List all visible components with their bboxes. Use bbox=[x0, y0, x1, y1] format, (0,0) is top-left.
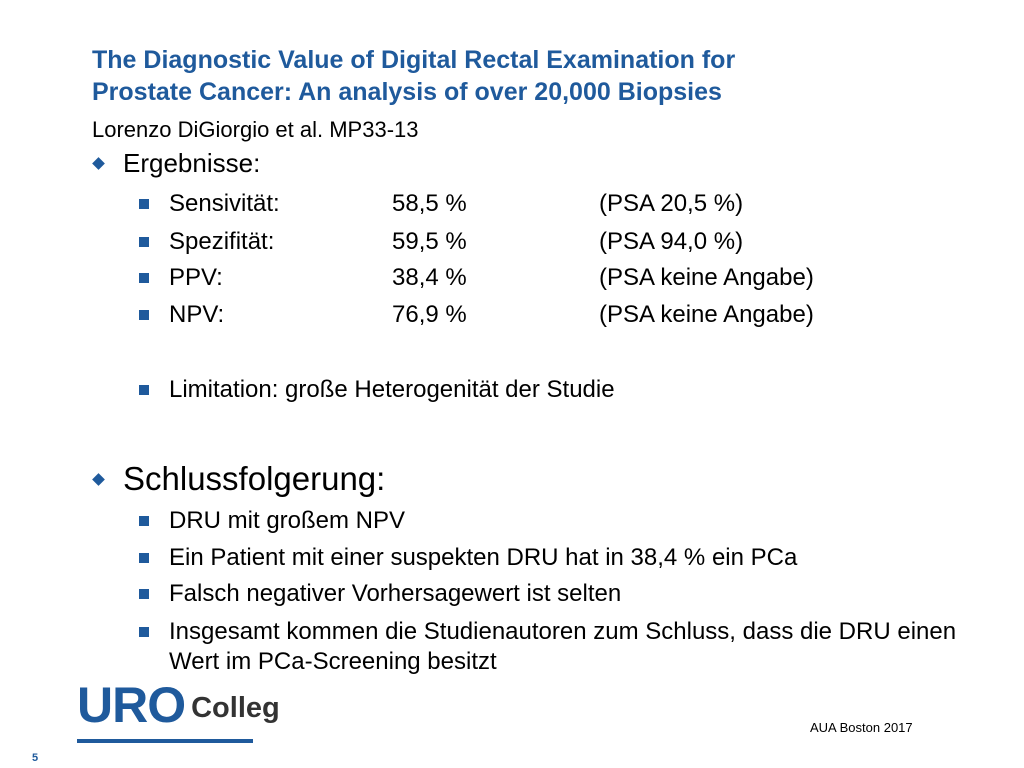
results-heading-row bbox=[92, 143, 260, 183]
square-bullet-icon bbox=[139, 310, 149, 320]
page-number: 5 bbox=[32, 752, 39, 764]
logo-uro-text: URO bbox=[77, 677, 186, 733]
square-bullet-icon bbox=[139, 516, 149, 526]
square-bullet-icon bbox=[139, 273, 149, 283]
logo-underline bbox=[77, 739, 253, 743]
results-row-value: 59,5 % bbox=[392, 228, 467, 255]
conclusion-item bbox=[139, 503, 405, 539]
slide-subtitle: Lorenzo DiGiorgio et al. MP33-13 bbox=[92, 117, 419, 142]
results-row-value: 76,9 % bbox=[392, 301, 467, 328]
results-row bbox=[139, 186, 939, 222]
conclusion-item-text: Ein Patient mit einer suspekten DRU hat in 38,4 % ein PCa bbox=[169, 544, 798, 571]
diamond-bullet-icon bbox=[92, 473, 105, 486]
results-row-psa: (PSA keine Angabe) bbox=[599, 301, 814, 328]
results-row-label: Spezifität: bbox=[169, 228, 275, 255]
results-row-label: Sensivität: bbox=[169, 190, 280, 217]
square-bullet-icon bbox=[139, 199, 149, 209]
conclusion-heading: Schlussfolgerung: bbox=[123, 460, 386, 497]
results-row bbox=[139, 297, 939, 333]
conclusion-item bbox=[139, 540, 797, 576]
results-heading: Ergebnisse: bbox=[123, 147, 261, 178]
square-bullet-icon bbox=[139, 627, 149, 637]
results-row-psa: (PSA 94,0 %) bbox=[599, 228, 744, 255]
square-bullet-icon bbox=[139, 385, 149, 395]
uro-colleg-logo bbox=[77, 677, 280, 733]
conclusion-item bbox=[139, 576, 621, 612]
results-row-psa: (PSA keine Angabe) bbox=[599, 264, 814, 291]
results-row-value: 38,4 % bbox=[392, 264, 467, 291]
results-row bbox=[139, 224, 939, 260]
results-row-label: PPV: bbox=[169, 264, 223, 291]
conclusion-item bbox=[139, 617, 969, 677]
square-bullet-icon bbox=[139, 553, 149, 563]
results-row-label: NPV: bbox=[169, 301, 225, 328]
title-line-2: Prostate Cancer: An analysis of over 20,000 Biopsies bbox=[92, 78, 722, 106]
conclusion-item-text: Falsch negativer Vorhersagewert ist selten bbox=[169, 580, 622, 607]
square-bullet-icon bbox=[139, 589, 149, 599]
logo-colleg-text: Colleg bbox=[191, 692, 280, 724]
limitation-row bbox=[139, 372, 615, 408]
results-row-value: 58,5 % bbox=[392, 190, 467, 217]
conclusion-item-text: Insgesamt kommen die Studienautoren zum Schluss, dass die DRU einen Wert im PCa-Screening besitzt bbox=[169, 618, 957, 675]
source-label: AUA Boston 2017 bbox=[810, 720, 913, 735]
slide-title bbox=[92, 44, 972, 108]
diamond-bullet-icon bbox=[92, 157, 105, 170]
square-bullet-icon bbox=[139, 237, 149, 247]
conclusion-item-text: DRU mit großem NPV bbox=[169, 507, 406, 534]
limitation-text: Limitation: große Heterogenität der Studie bbox=[169, 376, 615, 403]
title-line-1: The Diagnostic Value of Digital Rectal Examination for bbox=[92, 46, 736, 74]
results-row-psa: (PSA 20,5 %) bbox=[599, 190, 744, 217]
conclusion-heading-row bbox=[92, 459, 385, 499]
results-row bbox=[139, 260, 939, 296]
